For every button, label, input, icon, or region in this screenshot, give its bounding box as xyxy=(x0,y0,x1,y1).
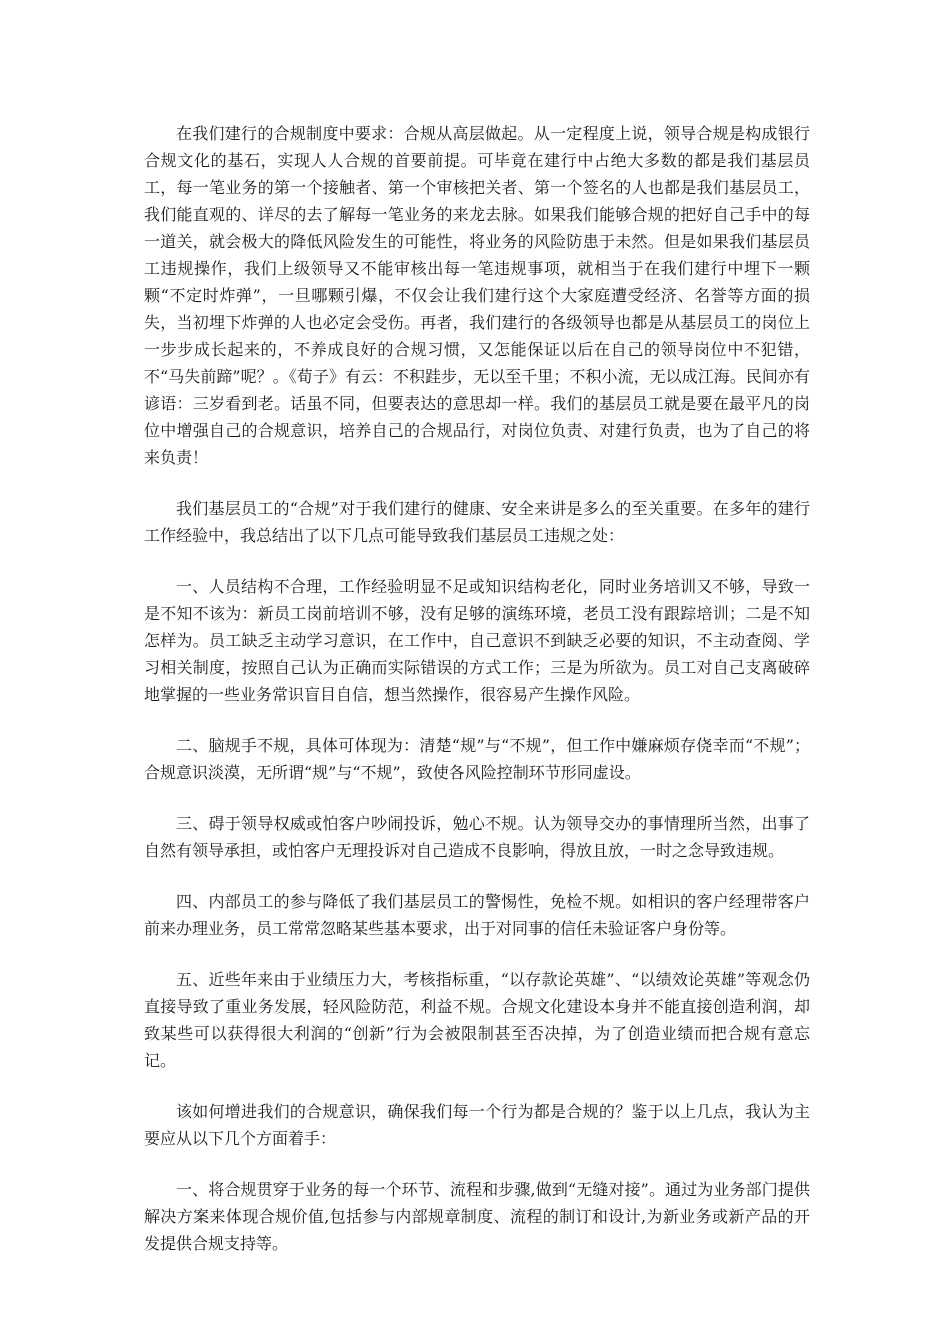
paragraph-intro: 在我们建行的合规制度中要求：合规从高层做起。从一定程度上说，领导合规是构成银行合规文化的基石，实现人人合规的首要前提。可毕竟在建行中占绝大多数的都是我们基层员工，每一笔业务的第一个接触者、第一个审核把关者、第一个签名的人也都是我们基层员工，我们能直观的、详尽的去了解每一笔业务的来龙去脉。如果我们能够合规的把好自己手中的每一道关，就会极大的降低风险发生的可能性，将业务的风险防患于未然。但是如果我们基层员工违规操作，我们上级领导又不能审核出每一笔违规事项，就相当于在我们建行中埋下一颗颗“不定时炸弹”，一旦哪颗引爆，不仅会让我们建行这个大家庭遭受经济、名誉等方面的损失，当初埋下炸弹的人也必定会受伤。再者，我们建行的各级领导也都是从基层员工的岗位上一步步成长起来的，不养成良好的合规习惯，又怎能保证以后在自己的领导岗位中不犯错，不“马失前蹄”呢？。《荀子》有云：不积跬步，无以至千里；不积小流，无以成江海。民间亦有谚语：三岁看到老。话虽不同，但要表达的意思却一样。我们的基层员工就是要在最平凡的岗位中增强自己的合规意识，培养自己的合规品行，对岗位负责、对建行负责，也为了自己的将来负责！ xyxy=(144,124,810,467)
paragraph-point-5: 五、近些年来由于业绩压力大，考核指标重，“以存款论英雄”、“以绩效论英雄”等观念仍直接导致了重业务发展，轻风险防范，利益不规。合规文化建设本身并不能直接创造利润，却致某些可以获得很大利润的“创新”行为会被限制甚至否决掉，为了创造业绩而把合规有意忘记。 xyxy=(144,970,810,1070)
paragraph-importance: 我们基层员工的“合规”对于我们建行的健康、安全来讲是多么的至关重要。在多年的建行工作经验中，我总结出了以下几点可能导致我们基层员工违规之处： xyxy=(144,499,810,545)
paragraph-point-3: 三、碍于领导权威或怕客户吵闹投诉，勉心不规。认为领导交办的事情理所当然，出事了自然有领导承担，或怕客户无理投诉对自己造成不良影响，得放且放，一时之念导致违规。 xyxy=(144,814,810,860)
paragraph-point-2: 二、脑规手不规，具体可体现为：清楚“规”与“不规”，但工作中嫌麻烦存侥幸而“不规”；合规意识淡漠，无所谓“规”与“不规”，致使各风险控制环节形同虚设。 xyxy=(144,736,810,782)
paragraph-point-4: 四、内部员工的参与降低了我们基层员工的警惕性，免检不规。如相识的客户经理带客户前来办理业务，员工常常忽略某些基本要求，出于对同事的信任未验证客户身份等。 xyxy=(144,892,810,938)
document-body xyxy=(144,120,810,1281)
paragraph-measure-1: 一、将合规贯穿于业务的每一个环节、流程和步骤,做到“无缝对接”。通过为业务部门提供解决方案来体现合规价值,包括参与内部规章制度、流程的制订和设计,为新业务或新产品的开发提供合规支持等。 xyxy=(144,1180,810,1253)
paragraph-point-1: 一、人员结构不合理，工作经验明显不足或知识结构老化，同时业务培训又不够，导致一是不知不该为：新员工岗前培训不够，没有足够的演练环境，老员工没有跟踪培训；二是不知怎样为。员工缺乏主动学习意识，在工作中，自己意识不到缺乏必要的知识，不主动查阅、学习相关制度，按照自己认为正确而实际错误的方式工作；三是为所欲为。员工对自己支离破碎地掌握的一些业务常识盲目自信，想当然操作，很容易产生操作风险。 xyxy=(144,577,810,704)
paragraph-how-to: 该如何增进我们的合规意识，确保我们每一个行为都是合规的？鉴于以上几点，我认为主要应从以下几个方面着手： xyxy=(144,1102,810,1148)
